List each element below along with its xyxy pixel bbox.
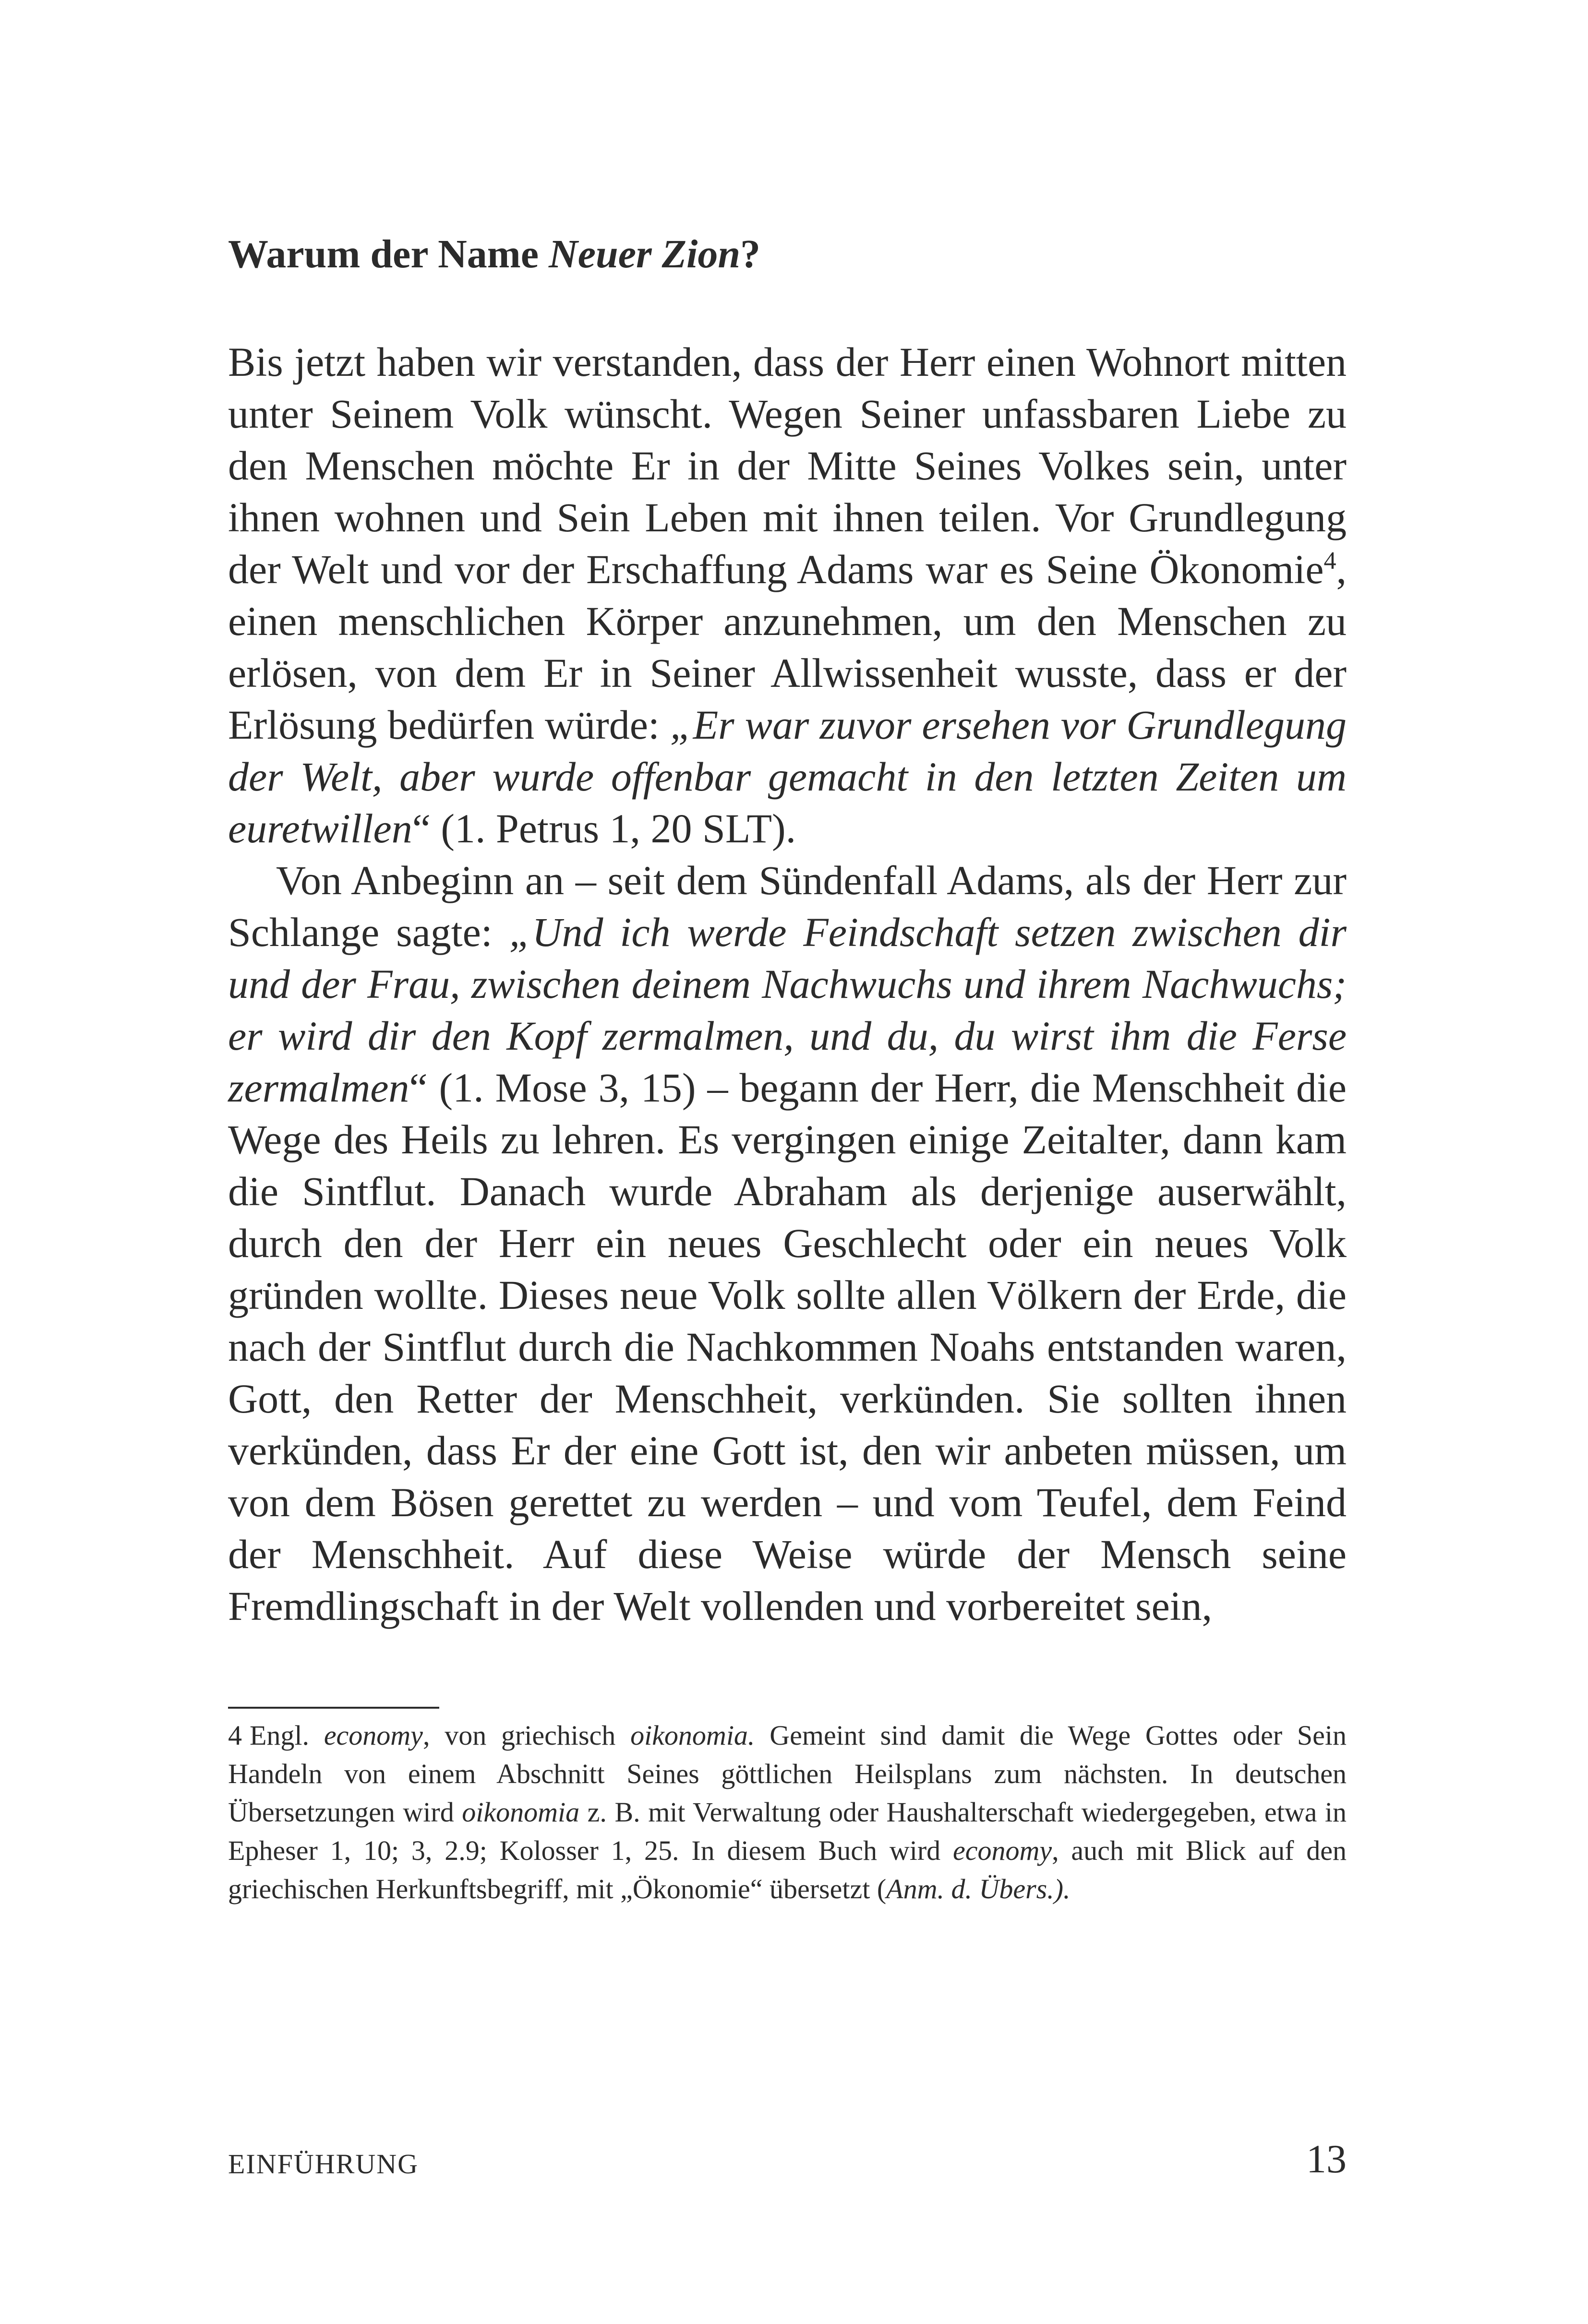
- paragraph-1-text-c: “ (1. Petrus 1, 20 SLT).: [412, 805, 796, 851]
- paragraph-1: [228, 336, 1347, 854]
- footnote-italic: Anm. d. Übers.).: [886, 1873, 1071, 1905]
- footnote-italic: oikonomia: [462, 1797, 580, 1828]
- paragraph-2-text-a: Von Anbeginn an – seit dem Sündenfall Adams, als der Herr zur Schlange sagte:: [228, 857, 1347, 955]
- footnote-italic: economy: [324, 1720, 423, 1751]
- footnote-text: , auch mit Blick auf den griechischen Herkunftsbegriff, mit „Ökonomie“ übersetzt (: [228, 1835, 1347, 1905]
- body-text: [228, 336, 1347, 1632]
- heading-italic: Neuer Zion: [549, 232, 741, 276]
- footnote-text: Engl.: [250, 1720, 324, 1751]
- footnote-reference: 4: [1323, 547, 1336, 575]
- footnote-text: z. B. mit Verwaltung oder Haushalterschaft wiedergegeben, etwa in Epheser 1, 10; 3, 2.9; Kolosser 1, 25. In diesem Buch wird: [228, 1797, 1347, 1866]
- footnote-text: Gemeint sind damit die Wege Gottes oder Sein Handeln von einem Abschnitt Seines göttlichen Heilsplans zum nächsten. In deutschen Übersetzungen wird: [228, 1720, 1347, 1828]
- paragraph-1-text-a: Bis jetzt haben wir verstanden, dass der Herr einen Wohnort mitten unter Seinem Volk wünscht. Wegen Seiner unfassbaren Liebe zu den Menschen möchte Er in der Mitte Seines Volkes sein, unter ihnen wohnen und Sein Leben mit ihnen teilen. Vor Grundlegung der Welt und vor der Erschaffung Adams war es Seine Ökonomie: [228, 339, 1347, 592]
- footnote-italic: oikonomia.: [630, 1720, 755, 1751]
- scripture-quote: „Und ich werde Feindschaft setzen zwischen dir und der Frau, zwischen deinem Nachwuchs und ihrem Nachwuchs; er wird dir den Kopf zermalmen, und du, du wirst ihm die Ferse zermalmen: [228, 909, 1347, 1111]
- footnote-paragraph: [228, 1716, 1347, 1908]
- paragraph-2: [228, 854, 1347, 1632]
- scripture-quote: „Er war zuvor ersehen vor Grundlegung der Welt, aber wurde offenbar gemacht in den letzten Zeiten um euretwillen: [228, 702, 1347, 851]
- running-head: EINFÜHRUNG: [228, 2148, 419, 2180]
- paragraph-2-text-b: “ (1. Mose 3, 15) – begann der Herr, die Menschheit die Wege des Heils zu lehren. Es vergingen einige Zeitalter, dann kam die Sintflut. Danach wurde Abraham als derjenige auserwählt, durch den der Herr ein neues Geschlecht oder ein neues Volk gründen wollte. Dieses neue Volk sollte allen Völkern der Erde, die nach der Sintflut durch die Nachkommen Noahs entstanden waren, Gott, den Retter der Menschheit, verkünden. Sie sollten ihnen verkünden, dass Er der eine Gott ist, den wir anbeten müssen, um von dem Bösen gerettet zu werden – und vom Teufel, dem Feind der Menschheit. Auf diese Weise würde der Mensch seine Fremdlingschaft in der Welt vollenden und vorbereitet sein,: [228, 1065, 1347, 1629]
- footnote-text: , von griechisch: [422, 1720, 631, 1751]
- section-heading: [228, 230, 1361, 279]
- footnote: [228, 1716, 1347, 1908]
- heading-suffix: ?: [740, 232, 761, 276]
- heading-prefix: Warum der Name: [228, 232, 549, 276]
- footnote-divider: [228, 1707, 439, 1709]
- paragraph-1-text-b: , einen menschlichen Körper anzunehmen, um den Menschen zu erlösen, von dem Er in Seiner Allwissenheit wusste, dass er der Erlösung bedürfen würde:: [228, 546, 1347, 748]
- page-number: 13: [1306, 2137, 1347, 2181]
- footnote-number: 4: [228, 1720, 242, 1751]
- footnote-italic: economy: [952, 1835, 1052, 1866]
